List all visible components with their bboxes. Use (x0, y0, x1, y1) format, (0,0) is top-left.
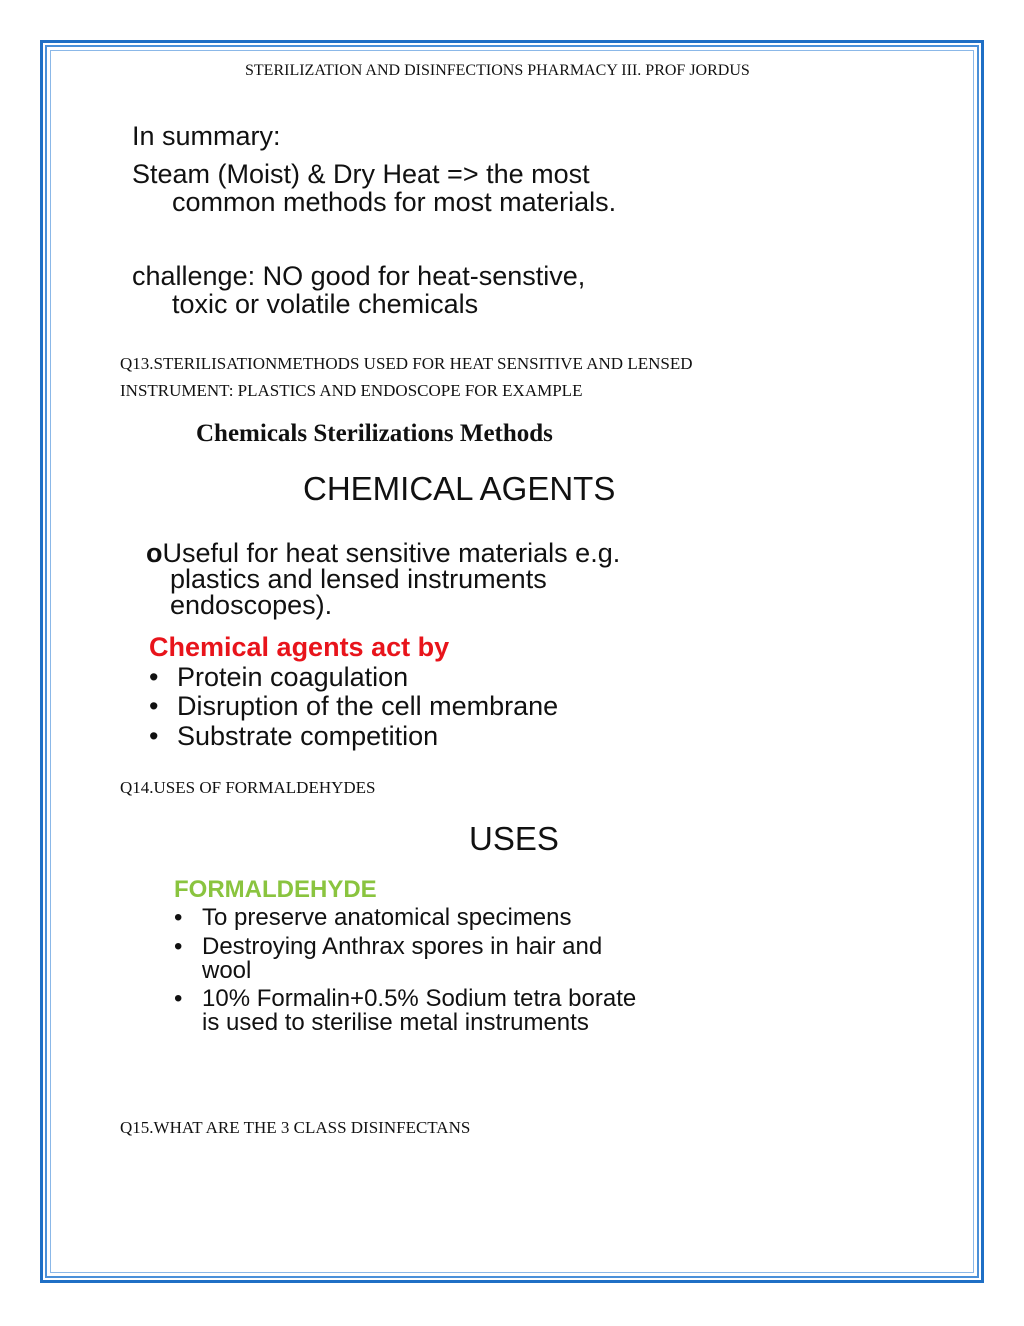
bullet-icon: • (149, 721, 159, 751)
useful-text: Useful for heat sensitive materials e.g. (162, 538, 621, 568)
q13-line-2: INSTRUMENT: PLASTICS AND ENDOSCOPE FOR EXAMPLE (120, 381, 583, 400)
useful-line-2: plastics and lensed instruments (170, 564, 547, 594)
act-item-2 (149, 692, 558, 720)
act-item-3 (149, 722, 438, 750)
chemical-agents-title: CHEMICAL AGENTS (303, 470, 616, 507)
summary-line-4: toxic or volatile chemicals (172, 289, 479, 319)
bullet-icon: • (174, 904, 183, 931)
bullet-icon: • (149, 662, 159, 692)
act-item-1 (149, 663, 408, 691)
circle-bullet-icon: o (146, 538, 163, 568)
subheading-chemical-methods: Chemicals Sterilizations Methods (196, 420, 553, 447)
uses-item-text: Destroying Anthrax spores in hair and (202, 933, 603, 960)
page-header: STERILIZATION AND DISINFECTIONS PHARMACY III. PROF JORDUS (245, 62, 750, 79)
q13-line-1: Q13.STERILISATIONMETHODS USED FOR HEAT SENSITIVE AND LENSED (120, 354, 693, 373)
uses-item-1 (174, 905, 572, 931)
useful-line-3: endoscopes). (170, 590, 333, 620)
uses-item-text: 10% Formalin+0.5% Sodium tetra borate (202, 985, 637, 1012)
act-by-heading: Chemical agents act by (149, 632, 450, 662)
q14-line: Q14.USES OF FORMALDEHYDES (120, 778, 376, 797)
summary-line-3: challenge: NO good for heat-senstive, (132, 261, 586, 291)
bullet-icon: • (149, 691, 159, 721)
useful-line-1 (146, 539, 620, 567)
uses-item-2-cont: wool (202, 957, 252, 984)
q15-line: Q15.WHAT ARE THE 3 CLASS DISINFECTANS (120, 1118, 471, 1137)
act-item-text: Disruption of the cell membrane (177, 691, 559, 721)
act-item-text: Protein coagulation (177, 662, 409, 692)
summary-line-2: common methods for most materials. (172, 187, 617, 217)
bullet-icon: • (174, 985, 183, 1012)
uses-item-3-cont: is used to sterilise metal instruments (202, 1009, 589, 1036)
uses-item-text: To preserve anatomical specimens (202, 904, 572, 931)
formaldehyde-heading: FORMALDEHYDE (174, 876, 377, 903)
act-item-text: Substrate competition (177, 721, 439, 751)
summary-title: In summary: (132, 121, 281, 151)
summary-line-1: Steam (Moist) & Dry Heat => the most (132, 159, 590, 189)
bullet-icon: • (174, 933, 183, 960)
uses-title: USES (469, 820, 559, 857)
